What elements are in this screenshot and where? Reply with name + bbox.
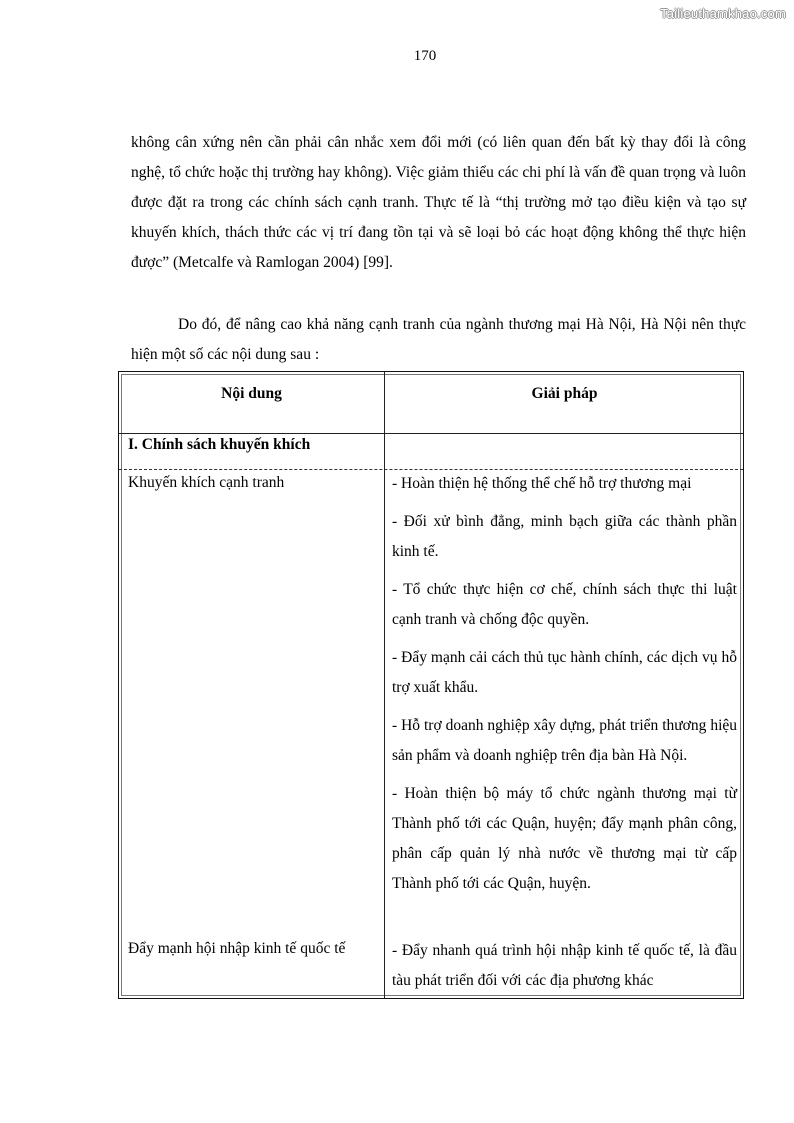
watermark: Tailieuthamkhao.com <box>660 6 786 21</box>
header-solution: Giải pháp <box>531 385 598 402</box>
header-divider <box>119 433 743 434</box>
solution-item: - Đối xử bình đẳng, minh bạch giữa các thành phần kinh tế. <box>392 513 737 560</box>
column-divider <box>384 372 385 998</box>
solution-item: - Đẩy mạnh cải cách thủ tục hành chính, các dịch vụ hỗ trợ xuất khẩu. <box>392 649 737 696</box>
solution-item: - Đẩy nhanh quá trình hội nhập kinh tế quốc tế, là đầu tàu phát triển đối với các địa phương khác <box>392 942 737 989</box>
body-paragraph-1: không cân xứng nên cần phải cân nhắc xem đổi mới (có liên quan đến bất kỳ thay đổi là công nghệ, tổ chức hoặc thị trường hay không). Việc giảm thiểu các chi phí là vấn đề quan trọng và luôn được đặt ra trong các chính sách cạnh tranh. Thực tế là “thị trường mở tạo điều kiện và tạo sự khuyến khích, thách thức các vị trí đang tồn tại và sẽ loại bỏ các hoạt động không thể thực hiện được” (Metcalfe và Ramlogan 2004) [99]. <box>131 134 746 271</box>
row-solutions-2 <box>392 936 737 1004</box>
solutions-table <box>118 371 744 999</box>
header-content: Nội dung <box>221 385 282 402</box>
row-content-1: Khuyến khích cạnh tranh <box>128 474 285 491</box>
solution-item: - Hỗ trợ doanh nghiệp xây dựng, phát triển thương hiệu sản phẩm và doanh nghiệp trên địa bàn Hà Nội. <box>392 717 737 764</box>
section-title: I. Chính sách khuyến khích <box>128 436 311 453</box>
page-number: 170 <box>413 48 437 64</box>
solution-item: - Hoàn thiện hệ thống thể chế hỗ trợ thương mại <box>392 475 692 492</box>
solution-item: - Hoàn thiện bộ máy tổ chức ngành thương mại từ Thành phố tới các Quận, huyện; đẩy mạnh phân công, phân cấp quản lý nhà nước về thương mại từ cấp Thành phố tới các Quận, huyện. <box>392 785 737 892</box>
row-content-2: Đẩy mạnh hội nhập kinh tế quốc tế <box>128 940 346 957</box>
body-paragraph-2: Do đó, để nâng cao khả năng cạnh tranh của ngành thương mại Hà Nội, Hà Nội nên thực hiện một số các nội dung sau : <box>131 316 746 363</box>
solution-item: - Tổ chức thực hiện cơ chế, chính sách thực thi luật cạnh tranh và chống độc quyền. <box>392 581 737 628</box>
row-solutions-1 <box>392 469 737 907</box>
